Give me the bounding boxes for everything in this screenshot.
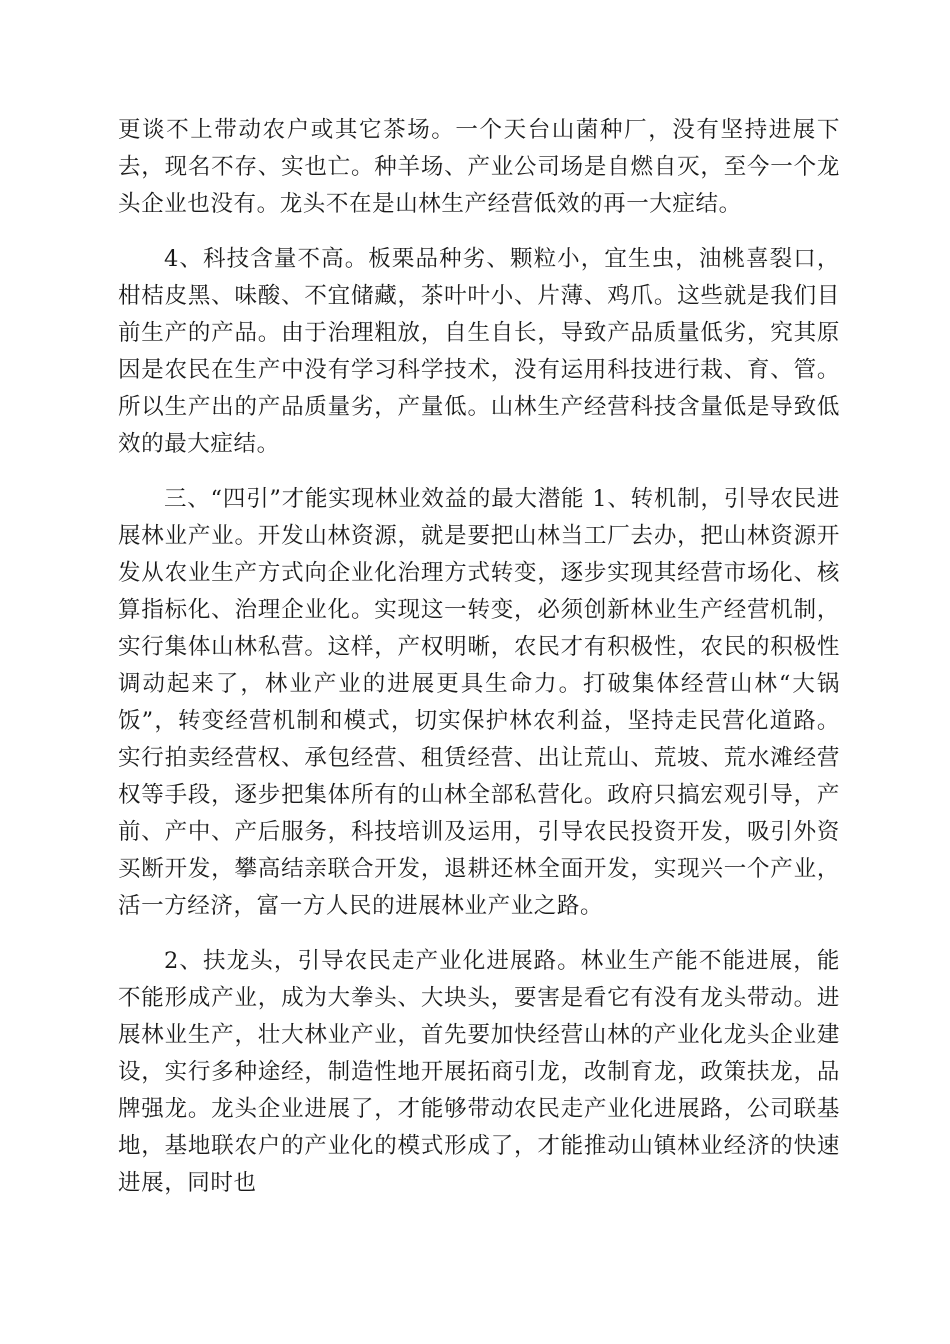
paragraph-continuation: 更谈不上带动农户或其它茶场。一个天台山菌种厂，没有坚持进展下去，现名不存、实也亡。种羊场、产业公司场是自燃自灭，至今一个龙头企业也没有。龙头不在是山林生产经营低效的再一大症结。 [118,117,840,217]
paragraph-four-guides: 三、“四引”才能实现林业效益的最大潜能 1、转机制，引导农民进展林业产业。开发山林资源，就是要把山林当工厂去办，把山林资源开发从农业生产方式向企业化治理方式转变，逐步实现其经营市场化、核算指标化、治理企业化。实现这一转变，必须创新林业生产经营机制，实行集体山林私营。这样，产权明晰，农民才有积极性，农民的积极性调动起来了，林业产业的进展更具生命力。打破集体经营山林“大锅饭”，转变经营机制和模式，切实保护林农利益，坚持走民营化道路。实行拍卖经营权、承包经营、租赁经营、出让荒山、荒坡、荒水滩经营权等手段，逐步把集体所有的山林全部私营化。政府只搞宏观引导，产前、产中、产后服务，科技培训及运用，引导农民投资开发，吸引外资买断开发，攀高结亲联合开发，退耕还林全面开发，实现兴一个产业，活一方经济，富一方人民的进展林业产业之路。 [118,486,840,919]
paragraph-support-leaders: 2、扶龙头，引导农民走产业化进展路。林业生产能不能进展，能不能形成产业，成为大拳头、大块头，要害是看它有没有龙头带动。进展林业生产，壮大林业产业，首先要加快经营山林的产业化龙头企业建设，实行多种途经，制造性地开展拓商引龙，改制育龙，政策扶龙，品牌强龙。龙头企业进展了，才能够带动农民走产业化进展路，公司联基地，基地联农户的产业化的模式形成了，才能推动山镇林业经济的快速进展，同时也 [118,948,840,1196]
document-body [118,112,840,1220]
paragraph-tech-content: 4、科技含量不高。板栗品种劣、颗粒小，宜生虫，油桃喜裂口，柑桔皮黑、味酸、不宜储藏，茶叶叶小、片薄、鸡爪。这些就是我们目前生产的产品。由于治理粗放，自生自长，导致产品质量低劣，究其原因是农民在生产中没有学习科学技术，没有运用科技进行栽、育、管。所以生产出的产品质量劣，产量低。山林生产经营科技含量低是导致低效的最大症结。 [118,246,840,457]
